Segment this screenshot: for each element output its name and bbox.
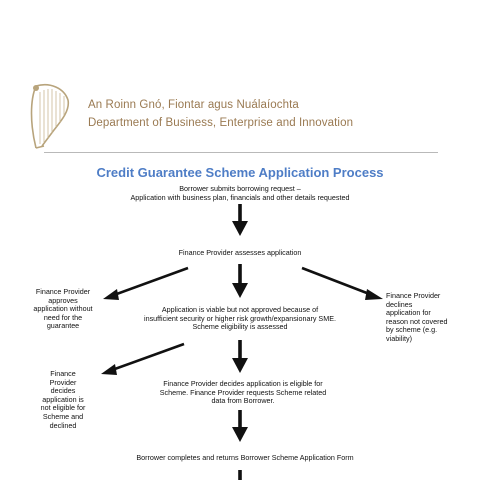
arrowhead-declined (365, 289, 383, 300)
arrow-down-1 (232, 204, 248, 236)
step-borrower-returns-form: Borrower completes and returns Borrower Scheme Application Form (136, 453, 354, 462)
step-eligible-data-requested: Finance Provider decides application is eligible for Scheme. Finance Provider requests Scheme related data from Borrower. (159, 379, 327, 406)
arrow-down-4 (232, 410, 248, 442)
arrow-down-2 (232, 264, 248, 298)
arrow-left-not-eligible (112, 344, 184, 370)
arrow-down-5-stub (238, 470, 242, 480)
step-eligibility-assessed: Application is viable but not approved because of insufficient security or higher risk growth/expansionary SME. Scheme eligibility is assessed (143, 305, 337, 332)
outcome-approved-without-guarantee: Finance Provider approves application without need for the guarantee (33, 287, 93, 331)
arrow-right-declined (302, 268, 372, 295)
department-name-english: Department of Business, Enterprise and Innovation (88, 117, 354, 129)
step-borrower-submits: Borrower submits borrowing request – Application with business plan, financials and other details requested (130, 184, 350, 202)
outcome-not-eligible-declined: Finance Provider decides application is not eligible for Scheme and declined (40, 369, 86, 430)
arrowhead-approved (103, 289, 119, 300)
step-provider-assesses: Finance Provider assesses application (178, 248, 302, 257)
department-name-irish: An Roinn Gnó, Fiontar agus Nuálaíochta (88, 99, 299, 111)
arrowhead-not-eligible (101, 364, 117, 375)
arrow-left-approved (114, 268, 188, 295)
arrow-down-3 (232, 340, 248, 373)
outcome-declined-not-covered: Finance Provider declines application for reason not covered by scheme (e.g. viability) (386, 291, 448, 343)
diagram-title: Credit Guarantee Scheme Application Process (96, 165, 384, 180)
